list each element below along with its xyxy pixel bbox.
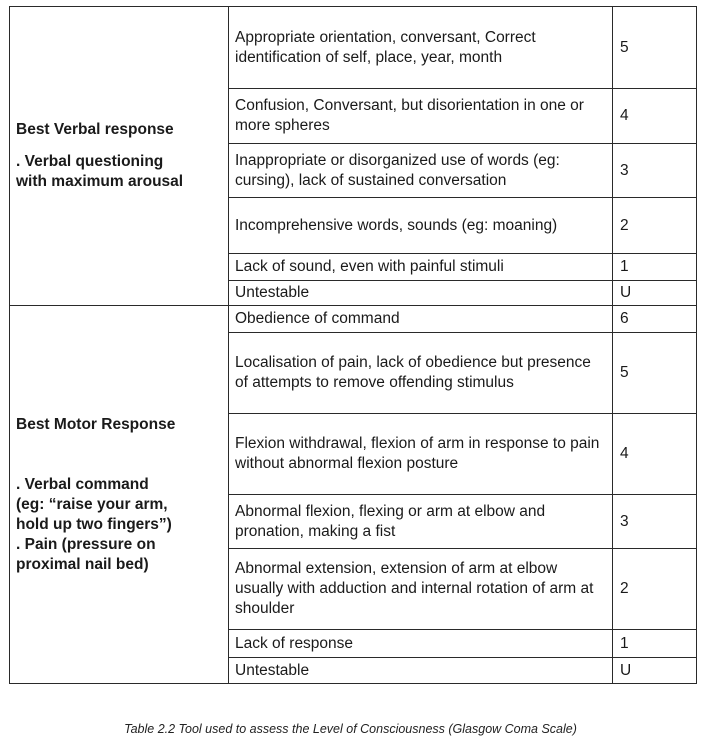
response-score: 3 (613, 144, 697, 198)
response-description: Lack of sound, even with painful stimuli (229, 254, 613, 281)
response-score: 3 (613, 495, 697, 549)
verbal-category-line: . Verbal questioning (16, 153, 164, 170)
response-description: Untestable (229, 281, 613, 306)
response-description: Flexion withdrawal, flexion of arm in response to pain without abnormal flexion posture (229, 414, 613, 495)
response-score: U (613, 281, 697, 306)
table-caption: Table 2.2 Tool used to assess the Level of Consciousness (Glasgow Coma Scale) (124, 722, 577, 736)
response-description: Localisation of pain, lack of obedience but presence of attempts to remove offending stimulus (229, 333, 613, 414)
response-description: Lack of response (229, 630, 613, 658)
glasgow-coma-scale-table (9, 6, 697, 684)
response-score: 5 (613, 333, 697, 414)
response-score: 5 (613, 7, 697, 89)
response-description: Obedience of command (229, 306, 613, 333)
response-description: Incomprehensive words, sounds (eg: moaning) (229, 198, 613, 254)
response-score: 2 (613, 549, 697, 630)
response-score: 6 (613, 306, 697, 333)
motor-category-line: . Pain (pressure on (16, 535, 156, 553)
verbal-category-cell (10, 7, 229, 306)
response-score: U (613, 658, 697, 684)
motor-category-line: (eg: “raise your arm, (16, 495, 168, 513)
verbal-category-title: Best Verbal response (16, 121, 174, 138)
motor-category-line: proximal nail bed) (16, 555, 149, 573)
response-score: 4 (613, 89, 697, 144)
response-description: Confusion, Conversant, but disorientation in one or more spheres (229, 89, 613, 144)
response-description: Inappropriate or disorganized use of words (eg: cursing), lack of sustained conversation (229, 144, 613, 198)
motor-category-line: . Verbal command (16, 475, 149, 493)
response-description: Abnormal flexion, flexing or arm at elbow and pronation, making a fist (229, 495, 613, 549)
response-score: 4 (613, 414, 697, 495)
response-description: Abnormal extension, extension of arm at elbow usually with adduction and internal rotation of arm at shoulder (229, 549, 613, 630)
motor-category-cell (10, 306, 229, 684)
motor-category-title: Best Motor Response (16, 415, 176, 433)
motor-category-line: hold up two fingers”) (16, 515, 172, 533)
verbal-category-line: with maximum arousal (16, 173, 184, 190)
response-description: Untestable (229, 658, 613, 684)
response-description: Appropriate orientation, conversant, Correct identification of self, place, year, month (229, 7, 613, 89)
table-row (10, 7, 697, 89)
response-score: 2 (613, 198, 697, 254)
response-score: 1 (613, 630, 697, 658)
table-row (10, 306, 697, 333)
response-score: 1 (613, 254, 697, 281)
